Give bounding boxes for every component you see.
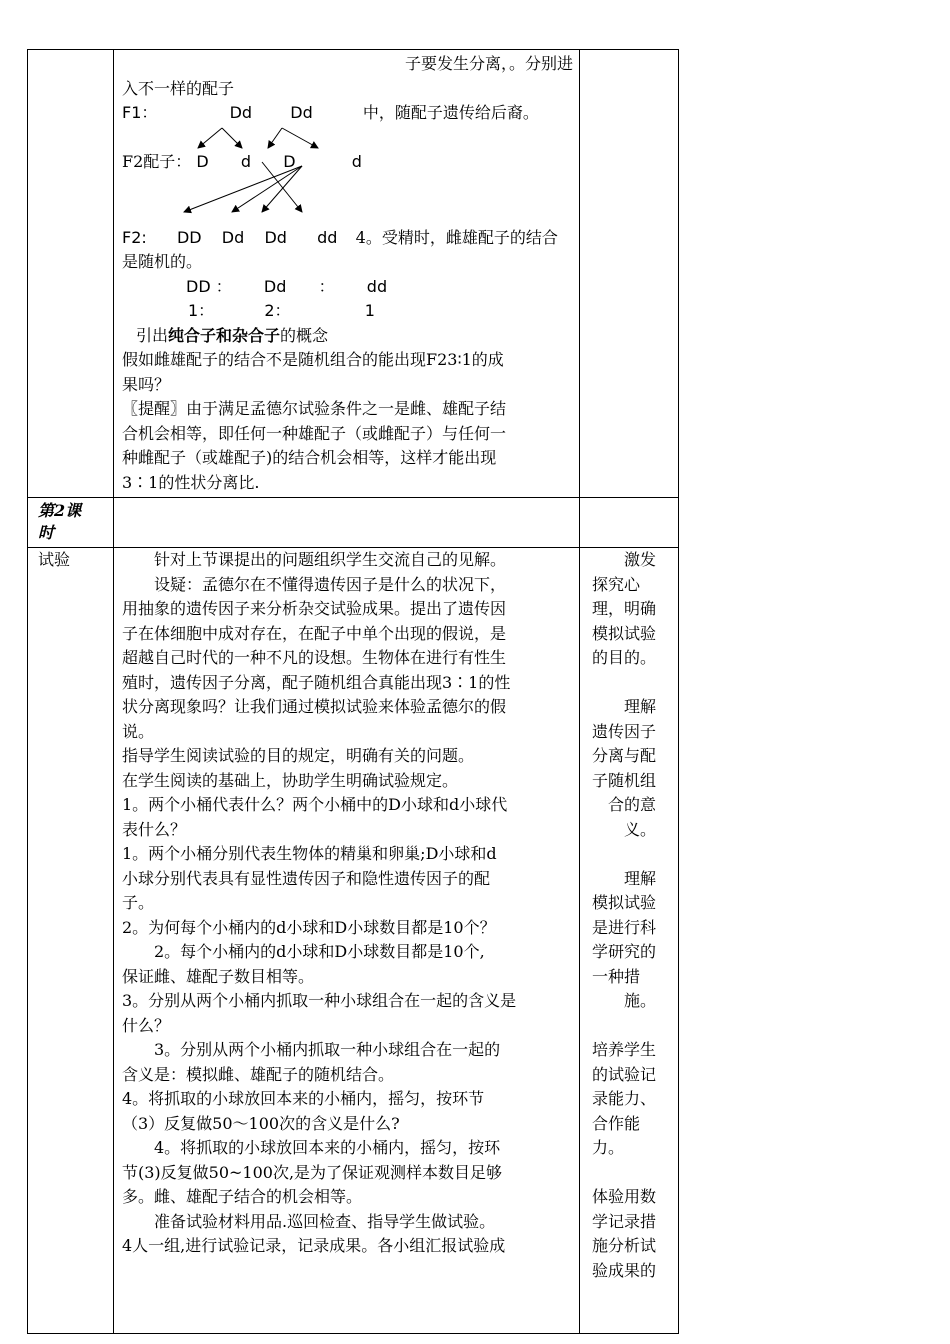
text-line: 什么？ xyxy=(122,1015,171,1035)
row-experiment xyxy=(28,548,679,1334)
cell-genetics-content xyxy=(114,50,580,498)
gamete: d xyxy=(351,151,362,171)
f2-genotype: Dd xyxy=(221,227,245,247)
ratio-item: Dd xyxy=(263,276,287,296)
text-line: 果吗？ xyxy=(122,374,171,394)
text-line: 培养学生 xyxy=(592,1040,657,1059)
gamete: d xyxy=(240,151,252,171)
text-line: 验成果的 xyxy=(592,1260,657,1280)
text-line: 理，明确 xyxy=(592,599,657,618)
cell-empty-right xyxy=(580,50,679,498)
concept-line xyxy=(122,324,573,349)
text-line: 保证雌、雄配子数目相等。 xyxy=(122,966,315,986)
text-line: 殖时，遗传因子分离，配子随机组合真能出现3∶1的性 xyxy=(122,672,511,692)
concept-prefix: 引出 xyxy=(136,325,169,345)
lesson-label-line2: 时 xyxy=(38,523,55,542)
text-line: 是进行科 xyxy=(592,917,657,937)
text-line: 子随机组 xyxy=(592,770,657,790)
text-line: 激发 xyxy=(592,550,657,569)
text-line: 的试验记 xyxy=(592,1064,657,1084)
text-line: 〖提醒〗由于满足孟德尔试验条件之一是雌、雄配子结 xyxy=(122,399,507,418)
text-line: 模拟试验 xyxy=(592,893,657,912)
text-line: 入不一样的配子 xyxy=(122,78,235,98)
text-line: 学记录措 xyxy=(592,1211,657,1231)
text-line: 录能力、 xyxy=(592,1089,657,1108)
text-line: 施分析试 xyxy=(592,1236,657,1255)
text-line: 力。 xyxy=(592,1138,625,1157)
text-line: 的目的。 xyxy=(592,648,657,667)
f1-text: 中，随配子遗传给后裔。 xyxy=(362,103,539,122)
f2-genotype: dd xyxy=(317,227,338,247)
text-line: 含义是：模拟雌、雄配子的随机结合。 xyxy=(122,1064,395,1084)
text-line: 分离与配 xyxy=(592,746,657,765)
gamete-cross-arrows xyxy=(122,126,582,226)
f1-line xyxy=(122,101,573,126)
text-line: 指导学生阅读试验的目的规定，明确有关的问题。 xyxy=(122,746,475,765)
f2-genotype: DD xyxy=(176,227,202,247)
f2-line xyxy=(122,226,573,251)
text-line: 义。 xyxy=(592,819,657,839)
cell-empty-right xyxy=(580,498,679,548)
text-line: 针对上节课提出的问题组织学生交流自己的见解。 xyxy=(122,550,507,569)
concept-bold: 纯合子和杂合子 xyxy=(168,325,281,345)
text-line: 一种措 xyxy=(592,966,641,986)
text-line: 合作能 xyxy=(592,1113,641,1133)
f2-gamete-line xyxy=(122,150,362,175)
text-line: 子在体细胞中成对存在，在配子中单个出现的假说，是 xyxy=(122,623,507,643)
text-line: 表什么？ xyxy=(122,819,187,839)
text-line: 4。将抓取的小球放回本来的小桶内，摇匀，按环 xyxy=(122,1138,501,1157)
text-line: 4。将抓取的小球放回本来的小桶内，摇匀，按环节 xyxy=(122,1089,485,1108)
f2-gamete-label: F2配子： xyxy=(122,151,192,171)
experiment-text xyxy=(114,548,579,1259)
text-line: 2。每个小桶内的d小球和D小球数目都是10个, xyxy=(122,942,485,961)
lesson-plan-table xyxy=(27,49,679,1334)
text-line: 种雌配子（或雄配子)的结合机会相等，这样才能出现 xyxy=(122,448,497,467)
text-line: 体验用数 xyxy=(592,1187,657,1206)
gamete: D xyxy=(196,151,209,171)
text-line xyxy=(592,671,674,696)
row-genetics-explanation xyxy=(28,50,679,498)
cell-empty-left xyxy=(28,50,114,498)
f2-text: 4。受精时，雌雄配子的结合 xyxy=(355,227,558,247)
row-lesson-2 xyxy=(28,498,679,548)
text-line xyxy=(592,1161,674,1186)
gamete-diagram xyxy=(122,126,573,226)
ratio-item: dd xyxy=(366,276,388,296)
concept-suffix: 的概念 xyxy=(280,325,329,345)
ratio-item: DD ： xyxy=(186,276,232,296)
text-line: （3）反复做50～100次的含义是什么? xyxy=(122,1113,400,1133)
text-line: 超越自己时代的一种不凡的设想。生物体在进行有性生 xyxy=(122,648,507,667)
text-line: 说。 xyxy=(122,721,155,741)
ratio-numbers xyxy=(122,299,573,324)
text-line: 1。两个小桶代表什么？两个小桶中的D小球和d小球代 xyxy=(122,795,508,814)
text-line: 在学生阅读的基础上，协助学生明确试验规定。 xyxy=(122,770,459,790)
cell-lesson-2-label xyxy=(28,498,114,548)
text-line: 3∶1的性状分离比. xyxy=(122,472,260,492)
text-line: 4人一组,进行试验记录，记录成果。各小组汇报试验成 xyxy=(122,1236,506,1255)
text-line: 节(3)反复做50~100次,是为了保证观测样本数目足够 xyxy=(122,1162,503,1182)
text-line: 是随机的。 xyxy=(122,252,203,271)
experiment-label: 试验 xyxy=(38,550,71,569)
ratio-number: 1 xyxy=(364,301,375,320)
text-line: 学研究的 xyxy=(592,942,657,961)
f1-genotype: Dd xyxy=(229,103,253,122)
text-line: 合的意 xyxy=(592,795,657,814)
text-line: 遗传因子 xyxy=(592,721,657,741)
text-line: 设疑：孟德尔在不懂得遗传因子是什么的状况下， xyxy=(122,574,507,594)
text-line: 3。分别从两个小桶内抓取一种小球组合在一起的 xyxy=(122,1040,501,1059)
text-line: 假如雌雄配子的结合不是随机组合的能出现F23∶1的成 xyxy=(122,350,504,369)
text-line: 探究心 xyxy=(592,574,641,594)
ratio-number: 2： xyxy=(264,301,291,320)
text-line: 子。 xyxy=(122,893,155,912)
text-line: 合机会相等，即任何一种雄配子（或雌配子）与任何一 xyxy=(122,423,507,443)
f2-genotype: Dd xyxy=(264,227,287,247)
text-line: 施。 xyxy=(592,991,657,1010)
cell-experiment-notes xyxy=(580,548,679,1334)
cell-experiment-content xyxy=(114,548,580,1334)
gamete: D xyxy=(283,151,296,171)
text-line: 状分离现象吗？让我们通过模拟试验来体验孟德尔的假 xyxy=(122,697,507,716)
cell-empty-middle xyxy=(114,498,580,548)
f1-label: F1： xyxy=(122,103,158,122)
text-line xyxy=(592,1014,674,1039)
text-line: 子要发生分离，。分别进 xyxy=(404,54,573,73)
ratio-genotypes xyxy=(122,275,573,300)
ratio-number: 1： xyxy=(188,301,215,320)
text-line: 理解 xyxy=(592,697,657,716)
text-line: 小球分别代表具有显性遗传因子和隐性遗传因子的配 xyxy=(122,868,491,888)
text-line: 1。两个小桶分别代表生物体的精巢和卵巢;D小球和d xyxy=(122,844,497,863)
text-line: 模拟试验 xyxy=(592,623,657,643)
text-line: 理解 xyxy=(592,868,657,888)
ratio-item: ： xyxy=(318,276,335,296)
experiment-notes xyxy=(580,548,678,1283)
lesson-label-line1: 第2课 xyxy=(38,501,82,520)
text-line: 3。分别从两个小桶内抓取一种小球组合在一起的含义是 xyxy=(122,991,517,1010)
text-line: 2。为何每个小桶内的d小球和D小球数目都是10个？ xyxy=(122,917,496,937)
text-line xyxy=(592,842,674,867)
f1-genotype: Dd xyxy=(290,103,313,122)
text-line: 用抽象的遗传因子来分析杂交试验成果。提出了遗传因 xyxy=(122,599,507,618)
text-line: 准备试验材料用品.巡回检查、指导学生做试验。 xyxy=(122,1211,496,1231)
text-line: 多。雌、雄配子结合的机会相等。 xyxy=(122,1187,363,1206)
f2-label: F2: xyxy=(122,227,147,247)
cell-experiment-label xyxy=(28,548,114,1334)
